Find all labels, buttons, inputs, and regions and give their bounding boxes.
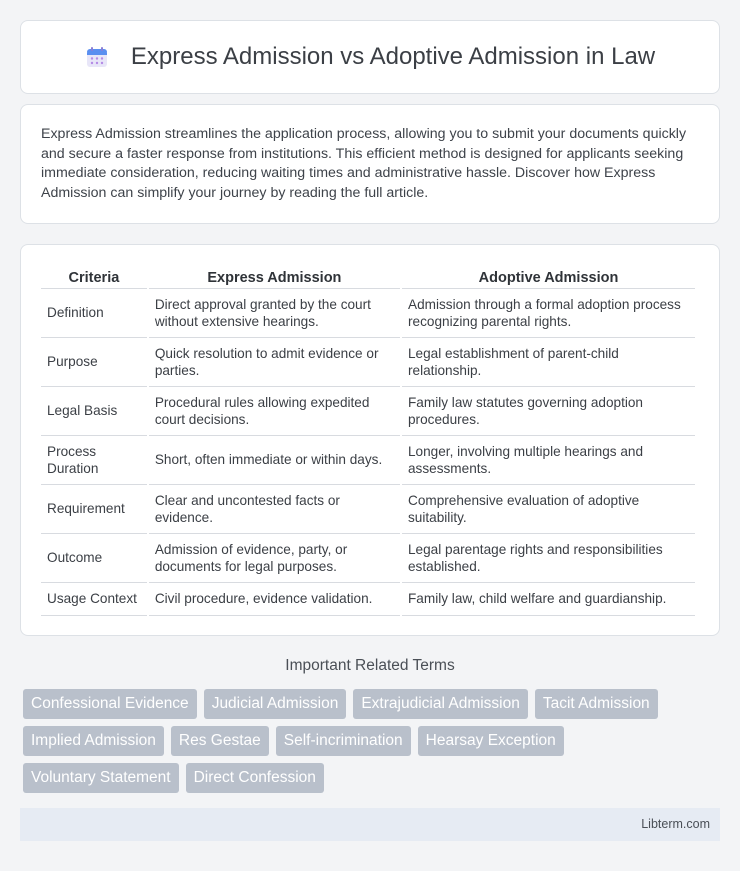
express-cell: Direct approval granted by the court without extensive hearings. (149, 289, 400, 338)
express-cell: Admission of evidence, party, or documents for legal purposes. (149, 534, 400, 583)
related-term-tag[interactable]: Self-incrimination (276, 726, 411, 756)
footer-site-link[interactable]: Libterm.com (641, 817, 710, 831)
criteria-cell: Requirement (41, 485, 147, 534)
express-cell: Civil procedure, evidence validation. (149, 583, 400, 616)
table-row (41, 289, 695, 338)
intro-card (20, 104, 720, 224)
comparison-card (20, 244, 720, 636)
adoptive-cell: Legal parentage rights and responsibilities established. (402, 534, 695, 583)
related-term-tag[interactable]: Tacit Admission (535, 689, 658, 719)
calendar-icon (85, 45, 109, 69)
related-terms-heading: Important Related Terms (285, 657, 455, 674)
table-row (41, 387, 695, 436)
table-row (41, 338, 695, 387)
column-header-express: Express Admission (149, 265, 400, 289)
related-term-tag[interactable]: Hearsay Exception (418, 726, 564, 756)
table-row (41, 436, 695, 485)
related-term-tag[interactable]: Res Gestae (171, 726, 269, 756)
related-term-tag[interactable]: Confessional Evidence (23, 689, 197, 719)
criteria-cell: Outcome (41, 534, 147, 583)
related-terms-list (23, 689, 703, 793)
express-cell: Procedural rules allowing expedited court decisions. (149, 387, 400, 436)
related-term-tag[interactable]: Extrajudicial Admission (353, 689, 528, 719)
adoptive-cell: Admission through a formal adoption process recognizing parental rights. (402, 289, 695, 338)
table-row (41, 534, 695, 583)
express-cell: Short, often immediate or within days. (149, 436, 400, 485)
comparison-table (39, 265, 697, 616)
intro-text: Express Admission streamlines the application process, allowing you to submit your documents quickly and secure a faster response from institutions. This efficient method is designed for applicants seeking immediate consideration, reducing waiting times and administrative hassle. Discover how Express Admission can simplify your journey by reading the full article. (41, 126, 687, 201)
adoptive-cell: Comprehensive evaluation of adoptive suitability. (402, 485, 695, 534)
criteria-cell: Definition (41, 289, 147, 338)
column-header-adoptive: Adoptive Admission (402, 265, 695, 289)
column-header-criteria: Criteria (41, 265, 147, 289)
table-row (41, 583, 695, 616)
criteria-cell: Process Duration (41, 436, 147, 485)
criteria-cell: Legal Basis (41, 387, 147, 436)
related-term-tag[interactable]: Direct Confession (186, 763, 324, 793)
table-header-row (41, 265, 695, 289)
adoptive-cell: Family law statutes governing adoption procedures. (402, 387, 695, 436)
related-term-tag[interactable]: Voluntary Statement (23, 763, 179, 793)
express-cell: Quick resolution to admit evidence or parties. (149, 338, 400, 387)
express-cell: Clear and uncontested facts or evidence. (149, 485, 400, 534)
title-card (20, 20, 720, 94)
criteria-cell: Purpose (41, 338, 147, 387)
adoptive-cell: Longer, involving multiple hearings and assessments. (402, 436, 695, 485)
adoptive-cell: Family law, child welfare and guardianship. (402, 583, 695, 616)
page-title: Express Admission vs Adoptive Admission in Law (130, 43, 656, 70)
criteria-cell: Usage Context (41, 583, 147, 616)
adoptive-cell: Legal establishment of parent-child relationship. (402, 338, 695, 387)
related-term-tag[interactable]: Judicial Admission (204, 689, 347, 719)
table-row (41, 485, 695, 534)
footer (20, 808, 720, 841)
related-term-tag[interactable]: Implied Admission (23, 726, 164, 756)
